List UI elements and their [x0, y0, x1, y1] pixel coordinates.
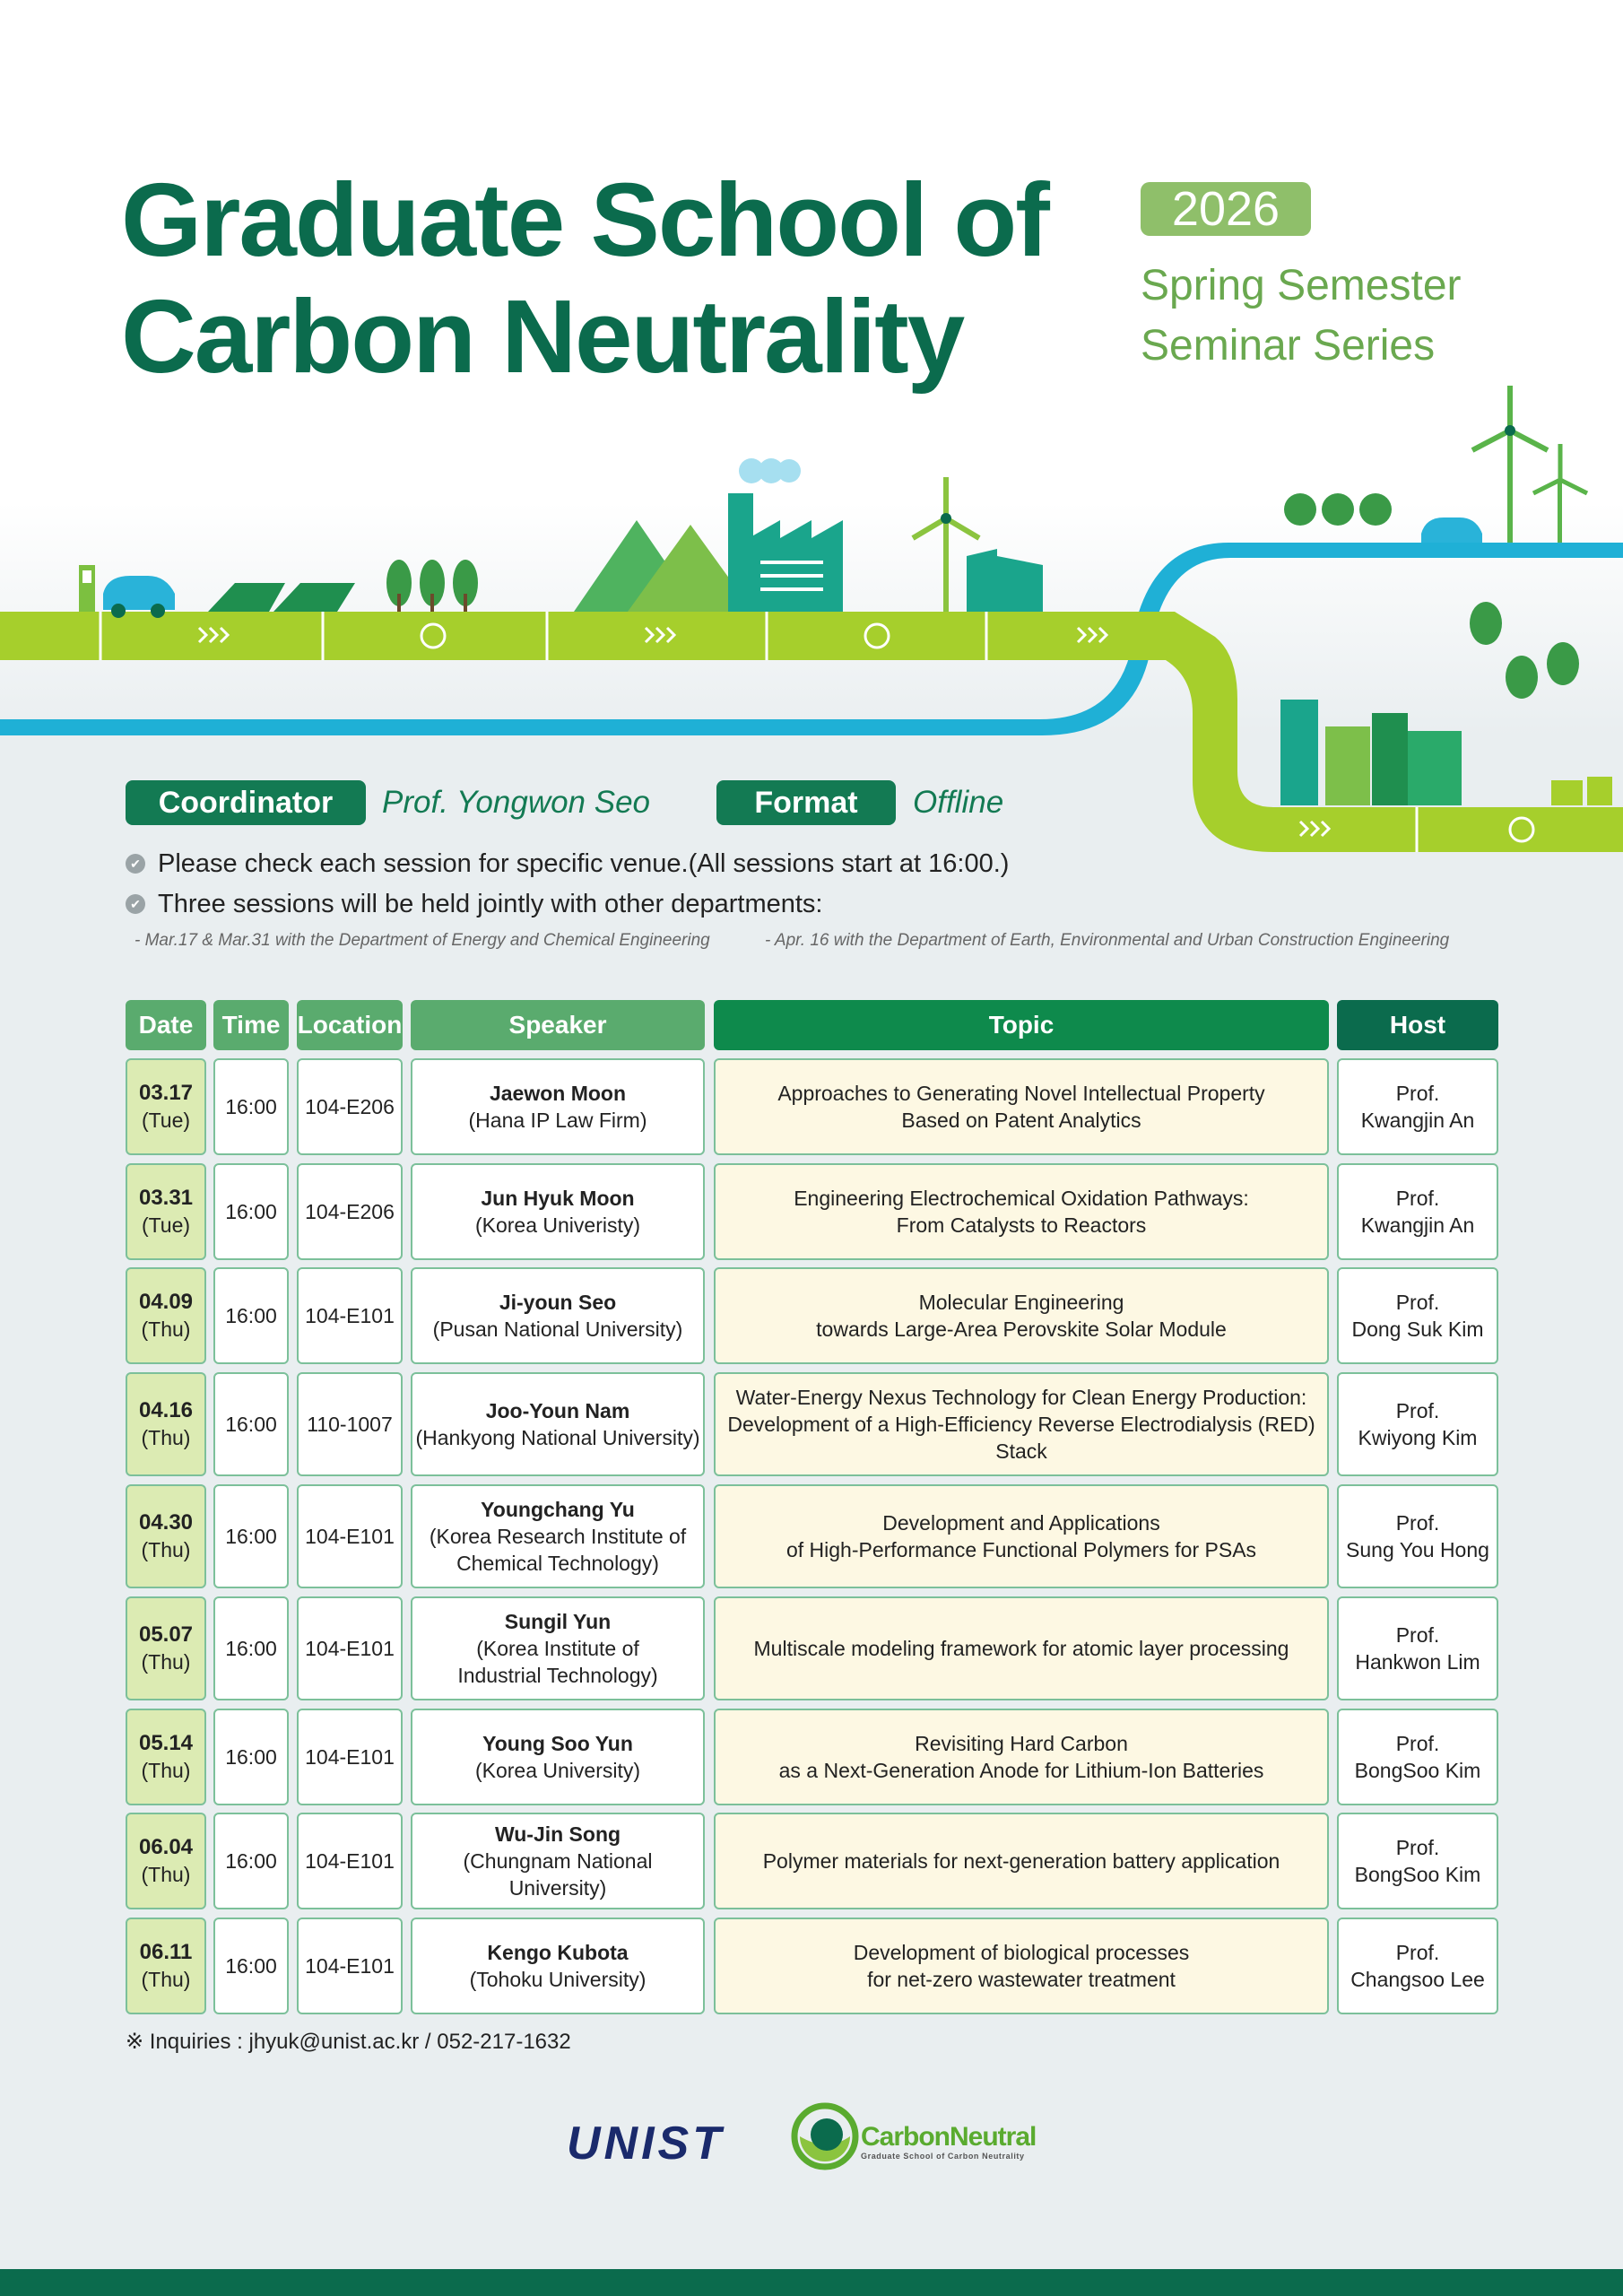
time-cell [213, 1163, 289, 1260]
topic-line-2: towards Large-Area Perovskite Solar Module [816, 1318, 1227, 1341]
host-name: Sung You Hong [1346, 1538, 1489, 1561]
header-location: Location [297, 1000, 403, 1050]
host-title: Prof. [1395, 1082, 1440, 1105]
host-name: Changsoo Lee [1350, 1968, 1485, 1991]
date-value: 04.16 [138, 1398, 194, 1422]
topic-line-1: Development of biological processes [853, 1941, 1190, 1964]
year-badge: 2026 [1141, 182, 1311, 236]
time-value: 16:00 [225, 1304, 277, 1327]
day-value: (Thu) [141, 1538, 191, 1561]
location-cell [297, 1484, 403, 1588]
location-cell [297, 1918, 403, 2014]
host-cell [1337, 1267, 1498, 1364]
host-title: Prof. [1395, 1291, 1440, 1314]
joint-session-note-text: Three sessions will be held jointly with other departments: [158, 889, 823, 918]
header-date: Date [126, 1000, 206, 1050]
location-cell [297, 1372, 403, 1476]
speaker-affiliation: (Korea University) [474, 1759, 641, 1782]
speaker-name: Jun Hyuk Moon [481, 1187, 635, 1210]
bottom-bar [0, 2269, 1623, 2296]
joint-subnote-2: - Apr. 16 with the Department of Earth, Environmental and Urban Construction Engineering [765, 931, 1450, 950]
carbon-neutral-logo-icon [791, 2099, 861, 2172]
host-name: BongSoo Kim [1354, 1863, 1481, 1886]
date-cell [126, 1709, 206, 1805]
coordinator-label: Coordinator [126, 780, 366, 825]
time-cell [213, 1596, 289, 1700]
time-cell [213, 1709, 289, 1805]
host-name: Hankwon Lim [1355, 1650, 1480, 1674]
title-line-2: Carbon Neutrality [121, 278, 964, 395]
date-value: 04.09 [138, 1290, 194, 1314]
unist-logo: UNIST [567, 2118, 725, 2170]
venue-note-text: Please check each session for specific venue.(All sessions start at 16:00.) [158, 848, 1010, 878]
location-value: 104-E101 [305, 1849, 395, 1873]
title-line-1: Graduate School of [121, 161, 1048, 278]
host-name: Kwangjin An [1360, 1109, 1475, 1132]
host-cell [1337, 1163, 1498, 1260]
host-cell [1337, 1484, 1498, 1588]
date-cell [126, 1596, 206, 1700]
topic-cell [714, 1918, 1329, 2014]
header-time: Time [213, 1000, 289, 1050]
format-value: Offline [913, 785, 1004, 820]
speaker-cell [411, 1372, 705, 1476]
header-host: Host [1337, 1000, 1498, 1050]
date-value: 04.30 [138, 1510, 194, 1535]
speaker-affiliation: (Hana IP Law Firm) [468, 1109, 647, 1132]
speaker-affiliation-2: Chemical Technology) [456, 1552, 659, 1575]
host-title: Prof. [1395, 1836, 1440, 1859]
semester-line-1: Spring Semester [1141, 262, 1462, 309]
venue-note [126, 846, 1009, 882]
host-title: Prof. [1395, 1399, 1440, 1422]
day-value: (Thu) [141, 1968, 191, 1991]
host-cell [1337, 1372, 1498, 1476]
date-cell [126, 1484, 206, 1588]
host-name: Kwiyong Kim [1358, 1426, 1478, 1449]
topic-cell [714, 1058, 1329, 1155]
day-value: (Thu) [141, 1426, 191, 1449]
host-cell [1337, 1709, 1498, 1805]
topic-line-2: Based on Patent Analytics [901, 1109, 1141, 1132]
semester-line-2: Seminar Series [1141, 322, 1436, 370]
host-cell [1337, 1918, 1498, 2014]
location-cell [297, 1058, 403, 1155]
topic-line-1: Revisiting Hard Carbon [915, 1732, 1128, 1755]
time-value: 16:00 [225, 1745, 277, 1769]
host-name: BongSoo Kim [1354, 1759, 1481, 1782]
time-cell [213, 1372, 289, 1476]
date-value: 05.14 [138, 1731, 194, 1755]
host-name: Dong Suk Kim [1351, 1318, 1484, 1341]
topic-cell [714, 1163, 1329, 1260]
location-value: 104-E206 [305, 1200, 395, 1223]
time-value: 16:00 [225, 1413, 277, 1436]
location-value: 104-E101 [305, 1637, 395, 1660]
host-cell [1337, 1058, 1498, 1155]
time-cell [213, 1918, 289, 2014]
host-cell [1337, 1813, 1498, 1909]
check-icon: ✔ [126, 854, 145, 874]
time-value: 16:00 [225, 1525, 277, 1548]
location-cell [297, 1267, 403, 1364]
host-title: Prof. [1395, 1187, 1440, 1210]
host-title: Prof. [1395, 1511, 1440, 1535]
time-value: 16:00 [225, 1200, 277, 1223]
date-value: 06.11 [139, 1940, 193, 1964]
carbon-neutral-logo-subtext: Graduate School of Carbon Neutrality [861, 2152, 1025, 2161]
host-title: Prof. [1395, 1623, 1440, 1647]
location-value: 104-E101 [305, 1525, 395, 1548]
speaker-affiliation: (Chungnam National University) [463, 1849, 653, 1900]
topic-cell [714, 1372, 1329, 1476]
speaker-cell [411, 1813, 705, 1909]
speaker-name: Youngchang Yu [481, 1498, 635, 1521]
location-value: 104-E206 [305, 1095, 395, 1118]
host-title: Prof. [1395, 1732, 1440, 1755]
host-title: Prof. [1395, 1941, 1440, 1964]
topic-cell [714, 1596, 1329, 1700]
header-speaker: Speaker [411, 1000, 705, 1050]
date-cell [126, 1813, 206, 1909]
host-name: Kwangjin An [1360, 1213, 1475, 1237]
time-cell [213, 1484, 289, 1588]
topic-cell [714, 1267, 1329, 1364]
header-topic: Topic [714, 1000, 1329, 1050]
date-cell [126, 1918, 206, 2014]
inquiries-text: ※ Inquiries : jhyuk@unist.ac.kr / 052-217-1632 [126, 2030, 571, 2054]
topic-line-2: as a Next-Generation Anode for Lithium-Ion Batteries [778, 1759, 1264, 1782]
speaker-cell [411, 1918, 705, 2014]
topic-cell [714, 1709, 1329, 1805]
day-value: (Thu) [141, 1863, 191, 1886]
topic-line-1: Engineering Electrochemical Oxidation Pathways: [794, 1187, 1249, 1210]
speaker-cell [411, 1267, 705, 1364]
speaker-affiliation: (Korea Univeristy) [474, 1213, 641, 1237]
date-cell [126, 1163, 206, 1260]
date-value: 05.07 [138, 1622, 194, 1647]
speaker-name: Kengo Kubota [487, 1941, 629, 1964]
topic-line-1: Water-Energy Nexus Technology for Clean Energy Production: [735, 1386, 1307, 1409]
speaker-affiliation-2: Industrial Technology) [457, 1664, 658, 1687]
speaker-name: Sungil Yun [504, 1610, 612, 1633]
topic-line-1: Multiscale modeling framework for atomic layer processing [753, 1637, 1289, 1660]
location-cell [297, 1596, 403, 1700]
speaker-affiliation: (Korea Research Institute of [429, 1525, 687, 1548]
topic-line-1: Approaches to Generating Novel Intellectual Property [777, 1082, 1265, 1105]
speaker-cell [411, 1163, 705, 1260]
speaker-affiliation: (Pusan National University) [432, 1318, 683, 1341]
location-cell [297, 1163, 403, 1260]
speaker-affiliation: (Hankyong National University) [415, 1426, 700, 1449]
time-value: 16:00 [225, 1637, 277, 1660]
speaker-name: Young Soo Yun [482, 1732, 633, 1755]
day-value: (Thu) [141, 1759, 191, 1782]
location-cell [297, 1813, 403, 1909]
topic-line-2: From Catalysts to Reactors [896, 1213, 1147, 1237]
day-value: (Tue) [141, 1109, 191, 1132]
topic-cell [714, 1813, 1329, 1909]
location-value: 110-1007 [307, 1413, 393, 1436]
topic-line-2: for net-zero wastewater treatment [867, 1968, 1176, 1991]
date-value: 03.31 [138, 1186, 194, 1210]
date-cell [126, 1058, 206, 1155]
host-cell [1337, 1596, 1498, 1700]
speaker-affiliation: (Tohoku University) [469, 1968, 647, 1991]
semester-subtitle [1141, 256, 1517, 376]
speaker-cell [411, 1596, 705, 1700]
speaker-name: Ji-youn Seo [499, 1291, 617, 1314]
location-cell [297, 1709, 403, 1805]
day-value: (Thu) [141, 1650, 191, 1674]
topic-line-1: Polymer materials for next-generation battery application [762, 1849, 1280, 1873]
time-value: 16:00 [225, 1095, 277, 1118]
time-cell [213, 1813, 289, 1909]
location-value: 104-E101 [305, 1745, 395, 1769]
check-icon: ✔ [126, 894, 145, 914]
date-cell [126, 1372, 206, 1476]
speaker-name: Jaewon Moon [489, 1082, 627, 1105]
location-value: 104-E101 [305, 1954, 395, 1978]
topic-line-2: of High-Performance Functional Polymers for PSAs [785, 1538, 1257, 1561]
carbon-neutral-logo-text: CarbonNeutral [861, 2122, 1037, 2152]
time-cell [213, 1267, 289, 1364]
time-value: 16:00 [225, 1849, 277, 1873]
speaker-cell [411, 1484, 705, 1588]
date-cell [126, 1267, 206, 1364]
speaker-name: Joo-Youn Nam [485, 1399, 630, 1422]
time-cell [213, 1058, 289, 1155]
speaker-cell [411, 1709, 705, 1805]
format-label: Format [716, 780, 896, 825]
topic-line-1: Molecular Engineering [918, 1291, 1124, 1314]
coordinator-value: Prof. Yongwon Seo [382, 785, 651, 820]
topic-line-2: Development of a High-Efficiency Reverse Electrodialysis (RED) Stack [727, 1413, 1315, 1463]
speaker-cell [411, 1058, 705, 1155]
topic-line-1: Development and Applications [882, 1511, 1160, 1535]
speaker-affiliation: (Korea Institute of [476, 1637, 639, 1660]
day-value: (Thu) [141, 1318, 191, 1341]
speaker-name: Wu-Jin Song [494, 1822, 621, 1846]
time-value: 16:00 [225, 1954, 277, 1978]
topic-cell [714, 1484, 1329, 1588]
date-value: 03.17 [138, 1081, 194, 1105]
location-value: 104-E101 [305, 1304, 395, 1327]
day-value: (Tue) [141, 1213, 191, 1237]
joint-subnote-1: - Mar.17 & Mar.31 with the Department of Energy and Chemical Engineering [135, 931, 710, 950]
date-value: 06.04 [138, 1835, 194, 1859]
joint-session-note [126, 886, 822, 922]
